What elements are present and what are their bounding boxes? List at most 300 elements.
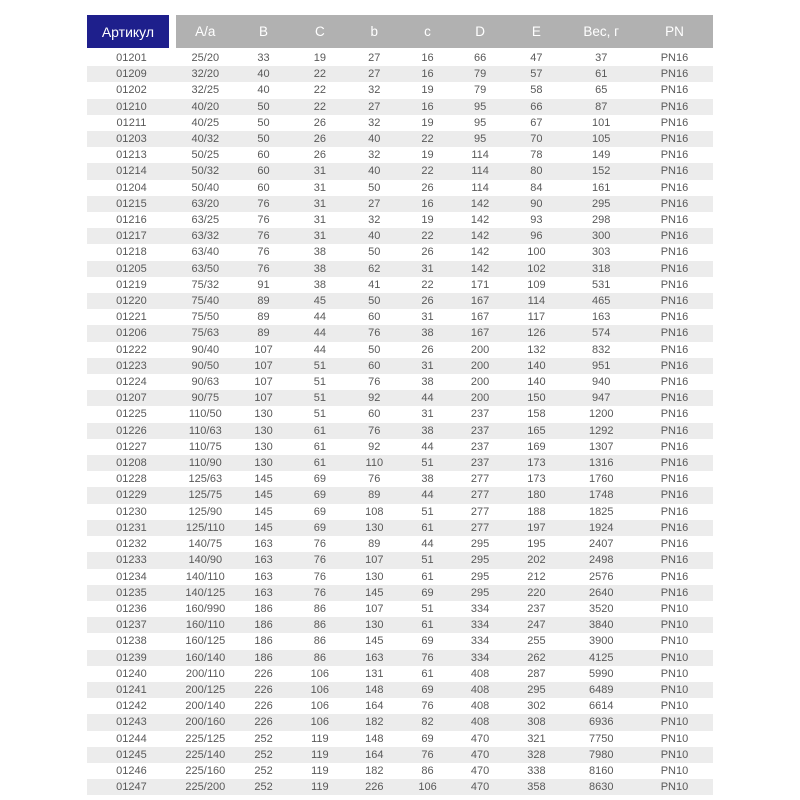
cell-D_upper: 237 [470,457,490,470]
table-row [87,504,713,520]
cell-C_upper: 69 [313,505,326,518]
cell-D_upper: 79 [473,84,487,97]
cell-E_upper: 90 [530,197,543,210]
cell-D_upper: 114 [471,149,489,162]
cell-article: 01231 [116,521,147,534]
cell-article: 01208 [116,457,147,470]
cell-a_over_a: 63/20 [191,197,220,210]
cell-article: 01237 [116,619,147,632]
table-row [87,390,713,406]
cell-c_lower: 31 [421,311,434,324]
cell-PN: PN16 [660,100,689,113]
cell-E_upper: 66 [530,100,543,113]
cell-PN: PN10 [660,716,689,729]
cell-PN: PN10 [660,635,689,648]
cell-E_upper: 237 [527,602,546,615]
cell-C_upper: 61 [313,424,326,437]
table-row [87,423,713,439]
cell-B_upper: 76 [257,214,270,227]
cell-E_upper: 255 [527,635,546,648]
cell-D_upper: 200 [470,376,490,389]
cell-E_upper: 140 [527,376,546,389]
cell-b_lower: 148 [365,732,384,745]
table-row [87,617,713,633]
cell-c_lower: 26 [421,246,434,259]
cell-C_upper: 106 [310,716,330,729]
cell-B_upper: 91 [257,278,270,291]
cell-PN: PN10 [660,683,689,696]
cell-weight_g: 303 [592,246,611,259]
cell-c_lower: 38 [421,424,434,437]
cell-b_lower: 32 [368,116,381,129]
cell-B_upper: 76 [257,246,270,259]
cell-c_lower: 22 [421,165,434,178]
table-row [87,325,713,341]
cell-C_upper: 119 [311,781,329,794]
cell-b_lower: 182 [365,764,384,777]
cell-weight_g: 7980 [588,748,614,761]
cell-b_lower: 182 [365,716,384,729]
cell-a_over_a: 50/40 [191,181,220,194]
cell-B_upper: 107 [254,392,273,405]
cell-D_upper: 470 [470,748,490,761]
cell-E_upper: 197 [527,521,546,534]
cell-c_lower: 44 [421,489,434,502]
cell-PN: PN10 [660,667,689,680]
cell-B_upper: 186 [254,635,273,648]
table-body [87,50,713,795]
cell-E_upper: 126 [527,327,546,340]
cell-D_upper: 408 [470,667,490,680]
cell-b_lower: 62 [368,262,381,275]
cell-weight_g: 105 [592,133,611,146]
table-row [87,779,713,795]
cell-C_upper: 51 [313,408,326,421]
cell-C_upper: 86 [313,635,326,648]
cell-b_lower: 40 [368,230,381,243]
table-row [87,714,713,730]
cell-PN: PN16 [660,149,689,162]
cell-D_upper: 167 [470,295,490,308]
cell-article: 01239 [116,651,147,664]
cell-C_upper: 26 [313,149,326,162]
table-row [87,50,713,66]
cell-weight_g: 6614 [588,700,614,713]
cell-PN: PN16 [660,165,689,178]
cell-a_over_a: 140/110 [185,570,225,583]
cell-PN: PN16 [660,133,689,146]
cell-C_upper: 38 [313,246,326,259]
cell-C_upper: 31 [313,197,326,210]
cell-C_upper: 69 [313,489,326,502]
product-dimensions-table [87,15,713,795]
cell-B_upper: 226 [254,683,273,696]
cell-weight_g: 3520 [588,602,614,615]
cell-PN: PN16 [660,197,689,210]
cell-PN: PN16 [660,246,689,259]
cell-C_upper: 86 [313,619,326,632]
cell-c_lower: 26 [421,343,434,356]
cell-article: 01245 [116,748,147,761]
cell-C_upper: 38 [313,278,326,291]
cell-article: 01242 [116,700,147,713]
cell-B_upper: 252 [254,764,273,777]
cell-E_upper: 212 [527,570,546,583]
cell-PN: PN16 [660,230,689,243]
table-row [87,277,713,293]
cell-c_lower: 69 [421,586,434,599]
cell-C_upper: 86 [313,602,326,615]
cell-D_upper: 334 [470,651,490,664]
cell-b_lower: 32 [368,214,381,227]
cell-c_lower: 19 [421,149,434,162]
cell-a_over_a: 200/160 [185,716,226,729]
cell-article: 01219 [116,278,147,291]
cell-weight_g: 1292 [588,424,614,437]
cell-C_upper: 106 [310,667,330,680]
cell-C_upper: 61 [313,457,326,470]
cell-b_lower: 27 [368,52,381,64]
cell-weight_g: 8630 [588,781,614,794]
cell-weight_g: 2576 [588,570,614,583]
cell-b_lower: 226 [365,781,384,794]
cell-B_upper: 145 [254,489,273,502]
cell-B_upper: 163 [254,554,273,567]
cell-weight_g: 1316 [588,457,614,470]
cell-c_lower: 31 [421,262,434,275]
cell-D_upper: 470 [470,732,490,745]
column-header-B_upper: В [235,15,293,50]
cell-article: 01230 [116,505,147,518]
cell-weight_g: 1924 [588,521,614,534]
cell-PN: PN16 [660,116,689,129]
cell-c_lower: 51 [421,457,434,470]
cell-E_upper: 96 [530,230,543,243]
cell-C_upper: 44 [313,311,326,324]
cell-B_upper: 107 [254,343,273,356]
cell-c_lower: 38 [421,376,434,389]
cell-C_upper: 26 [313,116,326,129]
table-row [87,293,713,309]
cell-B_upper: 89 [257,311,270,324]
cell-PN: PN16 [660,521,689,534]
table-row [87,731,713,747]
cell-b_lower: 92 [368,392,381,405]
cell-a_over_a: 110/50 [188,408,222,421]
cell-article: 01211 [116,116,147,129]
cell-article: 01222 [116,343,147,356]
header-row [87,15,713,50]
cell-D_upper: 470 [470,781,490,794]
cell-b_lower: 60 [368,408,381,421]
cell-D_upper: 277 [470,489,490,502]
table-row [87,536,713,552]
cell-D_upper: 200 [470,392,490,405]
cell-c_lower: 61 [421,667,434,680]
cell-article: 01228 [116,473,147,486]
cell-article: 01243 [116,716,147,729]
cell-c_lower: 26 [421,181,434,194]
cell-a_over_a: 90/40 [191,343,220,356]
table-row [87,82,713,98]
cell-a_over_a: 140/75 [188,538,223,551]
cell-c_lower: 69 [421,683,434,696]
cell-b_lower: 50 [368,181,381,194]
cell-weight_g: 295 [592,197,611,210]
cell-PN: PN16 [660,327,689,340]
cell-a_over_a: 200/110 [185,667,225,680]
cell-b_lower: 89 [368,538,381,551]
cell-weight_g: 2498 [588,554,614,567]
cell-D_upper: 237 [470,408,490,421]
cell-a_over_a: 160/125 [185,635,226,648]
cell-PN: PN10 [660,732,689,745]
cell-weight_g: 152 [592,165,611,178]
cell-a_over_a: 63/25 [191,214,220,227]
cell-a_over_a: 225/125 [185,732,226,745]
cell-B_upper: 76 [257,230,270,243]
cell-a_over_a: 90/50 [191,359,220,372]
cell-weight_g: 2407 [588,538,614,551]
column-header-C_upper: С [292,15,347,50]
cell-weight_g: 940 [592,376,611,389]
cell-E_upper: 188 [527,505,546,518]
cell-a_over_a: 32/25 [191,84,220,97]
cell-PN: PN16 [660,311,689,324]
cell-PN: PN16 [660,473,689,486]
cell-c_lower: 44 [421,440,434,453]
cell-a_over_a: 200/140 [185,700,226,713]
cell-B_upper: 163 [254,570,273,583]
cell-b_lower: 50 [368,343,381,356]
cell-article: 01209 [116,68,147,81]
cell-PN: PN10 [660,651,689,664]
cell-C_upper: 76 [313,570,326,583]
cell-C_upper: 51 [313,359,326,372]
cell-E_upper: 67 [530,116,543,129]
cell-E_upper: 117 [527,311,546,324]
column-header-weight_g: Вес, г [566,15,635,50]
cell-a_over_a: 225/200 [185,781,226,794]
cell-a_over_a: 40/25 [191,116,220,129]
cell-D_upper: 334 [470,635,490,648]
cell-E_upper: 93 [530,214,543,227]
cell-B_upper: 40 [257,68,270,81]
cell-c_lower: 76 [421,700,434,713]
cell-c_lower: 16 [421,100,434,113]
cell-c_lower: 16 [421,52,434,64]
cell-c_lower: 61 [421,521,434,534]
cell-D_upper: 470 [470,764,490,777]
cell-E_upper: 140 [527,359,546,372]
cell-PN: PN16 [660,262,689,275]
column-header-b_lower: b [347,15,401,50]
cell-E_upper: 262 [527,651,546,664]
cell-E_upper: 109 [527,278,546,291]
cell-B_upper: 76 [257,262,270,275]
cell-weight_g: 1200 [588,408,614,421]
cell-B_upper: 226 [254,700,273,713]
cell-PN: PN16 [660,52,689,64]
table-row [87,309,713,325]
cell-PN: PN16 [660,586,689,599]
table-row [87,666,713,682]
cell-a_over_a: 75/40 [191,295,220,308]
cell-a_over_a: 90/63 [191,376,220,389]
cell-c_lower: 26 [421,295,434,308]
cell-C_upper: 119 [311,748,329,761]
cell-E_upper: 78 [530,149,543,162]
cell-E_upper: 338 [527,764,546,777]
cell-D_upper: 277 [470,473,490,486]
cell-C_upper: 76 [313,554,326,567]
column-header-PN: PN [636,15,713,50]
cell-a_over_a: 110/75 [188,440,222,453]
cell-article: 01234 [116,570,147,583]
cell-b_lower: 164 [365,700,384,713]
table-header [87,15,713,50]
cell-C_upper: 44 [313,327,326,340]
table-row [87,487,713,503]
cell-PN: PN10 [660,700,689,713]
cell-c_lower: 31 [421,359,434,372]
cell-b_lower: 89 [368,489,381,502]
cell-weight_g: 531 [592,278,611,291]
cell-a_over_a: 32/20 [191,68,220,81]
cell-b_lower: 27 [368,100,381,113]
table-row [87,342,713,358]
cell-a_over_a: 90/75 [191,392,220,405]
cell-weight_g: 3900 [588,635,614,648]
table-row [87,244,713,260]
cell-article: 01236 [116,602,147,615]
cell-D_upper: 295 [470,586,490,599]
cell-article: 01227 [116,440,147,453]
cell-b_lower: 107 [365,554,384,567]
cell-article: 01213 [116,149,147,162]
cell-E_upper: 220 [527,586,546,599]
cell-weight_g: 61 [595,68,608,81]
cell-E_upper: 58 [530,84,543,97]
cell-c_lower: 51 [421,602,434,615]
cell-E_upper: 132 [527,343,546,356]
cell-B_upper: 130 [254,457,273,470]
cell-E_upper: 202 [527,554,546,567]
cell-D_upper: 142 [470,262,490,275]
cell-a_over_a: 25/20 [191,52,220,64]
cell-B_upper: 252 [254,781,273,794]
cell-article: 01201 [116,52,147,64]
cell-a_over_a: 160/990 [185,602,226,615]
cell-c_lower: 82 [421,716,434,729]
cell-a_over_a: 125/110 [185,521,225,534]
cell-C_upper: 38 [313,262,326,275]
cell-B_upper: 186 [254,651,273,664]
cell-PN: PN16 [660,489,689,502]
table-row [87,747,713,763]
cell-PN: PN16 [660,440,689,453]
cell-c_lower: 51 [421,554,434,567]
cell-b_lower: 130 [365,521,384,534]
cell-a_over_a: 63/32 [191,230,220,243]
cell-c_lower: 61 [421,619,434,632]
cell-c_lower: 22 [421,278,434,291]
cell-D_upper: 295 [470,538,490,551]
table-row [87,763,713,779]
cell-D_upper: 142 [470,197,490,210]
cell-B_upper: 60 [257,181,270,194]
cell-weight_g: 1748 [588,489,614,502]
cell-weight_g: 298 [592,214,611,227]
cell-weight_g: 5990 [588,667,614,680]
cell-E_upper: 158 [527,408,546,421]
cell-PN: PN16 [660,68,689,81]
cell-C_upper: 22 [313,100,326,113]
cell-c_lower: 31 [421,408,434,421]
table-row [87,601,713,617]
cell-article: 01210 [116,100,147,113]
cell-PN: PN16 [660,376,689,389]
cell-b_lower: 40 [368,133,381,146]
cell-a_over_a: 110/63 [188,424,222,437]
cell-a_over_a: 75/32 [191,278,220,291]
cell-c_lower: 51 [421,505,434,518]
cell-C_upper: 76 [313,538,326,551]
cell-D_upper: 408 [470,716,490,729]
cell-c_lower: 38 [421,327,434,340]
cell-b_lower: 76 [368,327,381,340]
cell-E_upper: 173 [527,457,546,470]
cell-D_upper: 79 [473,68,487,81]
cell-E_upper: 308 [527,716,546,729]
cell-D_upper: 408 [470,700,490,713]
cell-C_upper: 31 [313,214,326,227]
cell-a_over_a: 200/125 [185,683,226,696]
cell-a_over_a: 225/140 [185,748,226,761]
cell-article: 01206 [116,327,147,340]
cell-article: 01229 [116,489,147,502]
cell-b_lower: 76 [368,473,381,486]
cell-article: 01225 [116,408,147,421]
cell-PN: PN16 [660,408,689,421]
table-row [87,374,713,390]
cell-B_upper: 145 [254,473,273,486]
cell-PN: PN16 [660,570,689,583]
cell-B_upper: 163 [254,538,273,551]
cell-b_lower: 76 [368,424,381,437]
cell-b_lower: 163 [365,651,384,664]
cell-b_lower: 110 [365,457,384,470]
cell-E_upper: 84 [530,181,543,194]
cell-article: 01240 [116,667,147,680]
cell-a_over_a: 140/90 [188,554,223,567]
cell-C_upper: 19 [313,52,326,64]
cell-article: 01214 [116,165,147,178]
cell-b_lower: 50 [368,246,381,259]
cell-D_upper: 114 [471,165,489,178]
cell-B_upper: 50 [257,100,270,113]
cell-D_upper: 408 [470,683,490,696]
table-row [87,471,713,487]
cell-b_lower: 41 [368,278,381,291]
cell-PN: PN16 [660,538,689,551]
cell-article: 01204 [116,181,147,194]
cell-article: 01233 [116,554,147,567]
cell-PN: PN10 [660,602,689,615]
cell-E_upper: 287 [527,667,546,680]
cell-C_upper: 69 [313,521,326,534]
cell-b_lower: 27 [368,68,381,81]
